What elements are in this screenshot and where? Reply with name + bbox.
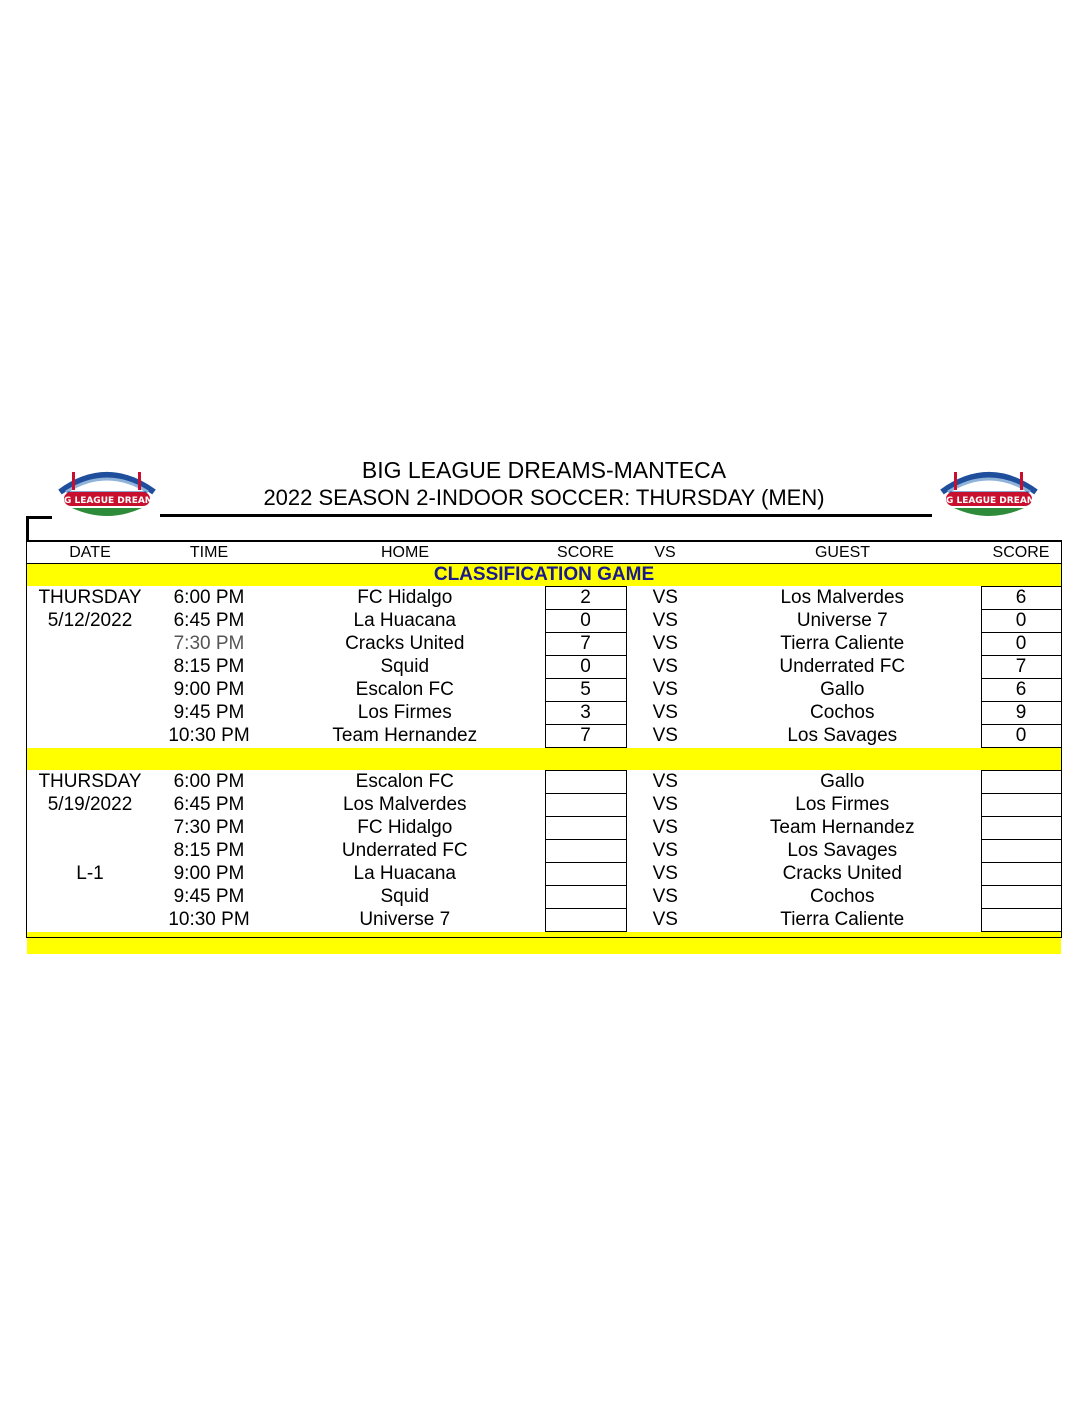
game-time: 9:45 PM xyxy=(173,886,245,907)
guest-score: 6 xyxy=(981,587,1061,610)
home-team: Cracks United xyxy=(345,633,465,654)
guest-team: Los Savages xyxy=(787,725,898,746)
game-time: 7:30 PM xyxy=(173,633,245,654)
vs-label: VS xyxy=(652,633,678,654)
home-score: 0 xyxy=(545,656,626,679)
guest-team: Cracks United xyxy=(782,863,902,884)
guest-score xyxy=(981,771,1061,794)
table-row xyxy=(27,840,1061,863)
date-label: 5/12/2022 xyxy=(47,610,133,631)
guest-score: 6 xyxy=(981,679,1061,702)
vs-label: VS xyxy=(652,771,678,792)
home-score xyxy=(545,863,626,886)
game-time: 9:00 PM xyxy=(173,679,245,700)
col-guest: GUEST xyxy=(814,544,871,561)
note-label: L-1 xyxy=(76,863,104,884)
guest-team: Los Savages xyxy=(787,840,898,861)
guest-team: Gallo xyxy=(820,679,865,700)
game-time: 6:45 PM xyxy=(173,794,245,815)
home-team: Los Malverdes xyxy=(342,794,467,815)
vs-label: VS xyxy=(652,817,678,838)
col-score-home: SCORE xyxy=(557,544,614,561)
guest-score: 0 xyxy=(981,610,1061,633)
vs-label: VS xyxy=(652,587,678,608)
home-score: 3 xyxy=(545,702,626,725)
home-score: 0 xyxy=(545,610,626,633)
col-date: DATE xyxy=(69,544,111,561)
guest-score xyxy=(981,863,1061,886)
home-score xyxy=(545,840,626,863)
home-score xyxy=(545,794,626,817)
guest-team: Gallo xyxy=(820,771,865,792)
col-vs: VS xyxy=(654,544,676,561)
corner-bracket xyxy=(26,516,29,540)
corner-bracket-top xyxy=(26,516,52,519)
table-row xyxy=(27,610,1061,633)
guest-team: Team Hernandez xyxy=(769,817,915,838)
vs-label: VS xyxy=(652,840,678,861)
table-row xyxy=(27,771,1061,794)
home-team: FC Hidalgo xyxy=(357,587,453,608)
home-team: Squid xyxy=(380,656,430,677)
home-score: 2 xyxy=(545,587,626,610)
schedule-table xyxy=(27,540,1062,954)
guest-team: Tierra Caliente xyxy=(780,909,905,930)
table-row xyxy=(27,817,1061,840)
home-team: FC Hidalgo xyxy=(357,817,453,838)
vs-label: VS xyxy=(652,656,678,677)
home-score: 5 xyxy=(545,679,626,702)
home-team: Los Firmes xyxy=(357,702,452,723)
table-row xyxy=(27,656,1061,679)
guest-team: Los Malverdes xyxy=(780,587,905,608)
page-subtitle: 2022 SEASON 2-INDOOR SOCCER: THURSDAY (MEN) xyxy=(263,485,825,510)
week-separator xyxy=(27,932,1061,955)
game-time: 10:30 PM xyxy=(168,725,250,746)
table-row xyxy=(27,679,1061,702)
guest-team: Cochos xyxy=(810,702,875,723)
col-home: HOME xyxy=(381,544,429,561)
guest-team: Universe 7 xyxy=(796,610,888,631)
section-banner xyxy=(27,564,1061,587)
vs-label: VS xyxy=(652,863,678,884)
game-time: 9:00 PM xyxy=(173,863,245,884)
vs-label: VS xyxy=(652,702,678,723)
week-separator xyxy=(27,748,1061,771)
guest-score: 0 xyxy=(981,725,1061,748)
home-team: Escalon FC xyxy=(355,679,454,700)
table-row xyxy=(27,794,1061,817)
guest-team: Tierra Caliente xyxy=(780,633,905,654)
guest-score xyxy=(981,794,1061,817)
table-row xyxy=(27,863,1061,886)
vs-label: VS xyxy=(652,886,678,907)
svg-text:BIG LEAGUE DREAMS: BIG LEAGUE DREAMS xyxy=(935,496,1043,506)
home-team: Universe 7 xyxy=(359,909,451,930)
game-time: 7:30 PM xyxy=(173,817,245,838)
guest-score: 0 xyxy=(981,633,1061,656)
day-label: THURSDAY xyxy=(38,587,142,608)
classification-game-label: CLASSIFICATION GAME xyxy=(27,564,1061,587)
game-time: 9:45 PM xyxy=(173,702,245,723)
header-divider xyxy=(160,514,932,517)
guest-score xyxy=(981,886,1061,909)
game-time: 8:15 PM xyxy=(173,840,245,861)
home-team: La Huacana xyxy=(353,863,456,884)
home-score xyxy=(545,771,626,794)
table-row xyxy=(27,886,1061,909)
vs-label: VS xyxy=(652,794,678,815)
guest-score: 9 xyxy=(981,702,1061,725)
home-team: Escalon FC xyxy=(355,771,454,792)
page-title: BIG LEAGUE DREAMS-MANTECA xyxy=(361,457,727,483)
vs-label: VS xyxy=(652,909,678,930)
game-time: 8:15 PM xyxy=(173,656,245,677)
guest-team: Underrated FC xyxy=(779,656,906,677)
guest-score xyxy=(981,840,1061,863)
table-row xyxy=(27,909,1061,932)
vs-label: VS xyxy=(652,610,678,631)
home-team: Team Hernandez xyxy=(332,725,478,746)
home-team: Squid xyxy=(380,886,430,907)
home-team: Underrated FC xyxy=(341,840,468,861)
home-score xyxy=(545,886,626,909)
table-row xyxy=(27,725,1061,748)
svg-text:BIG LEAGUE DREAMS: BIG LEAGUE DREAMS xyxy=(53,496,161,506)
guest-score xyxy=(981,909,1061,932)
home-score xyxy=(545,909,626,932)
game-time: 10:30 PM xyxy=(168,909,250,930)
home-score: 7 xyxy=(545,725,626,748)
home-score: 7 xyxy=(545,633,626,656)
guest-team: Cochos xyxy=(810,886,875,907)
guest-team: Los Firmes xyxy=(795,794,890,815)
header-row xyxy=(27,541,1061,564)
home-team: La Huacana xyxy=(353,610,456,631)
col-time: TIME xyxy=(189,544,229,561)
table-row xyxy=(27,702,1061,725)
table-row xyxy=(27,633,1061,656)
day-label: THURSDAY xyxy=(38,771,142,792)
game-time: 6:00 PM xyxy=(173,771,245,792)
vs-label: VS xyxy=(652,725,678,746)
col-score-guest: SCORE xyxy=(992,544,1050,561)
vs-label: VS xyxy=(652,679,678,700)
table-row xyxy=(27,587,1061,610)
game-time: 6:45 PM xyxy=(173,610,245,631)
game-time: 6:00 PM xyxy=(173,587,245,608)
guest-score xyxy=(981,817,1061,840)
guest-score: 7 xyxy=(981,656,1061,679)
home-score xyxy=(545,817,626,840)
date-label: 5/19/2022 xyxy=(47,794,133,815)
